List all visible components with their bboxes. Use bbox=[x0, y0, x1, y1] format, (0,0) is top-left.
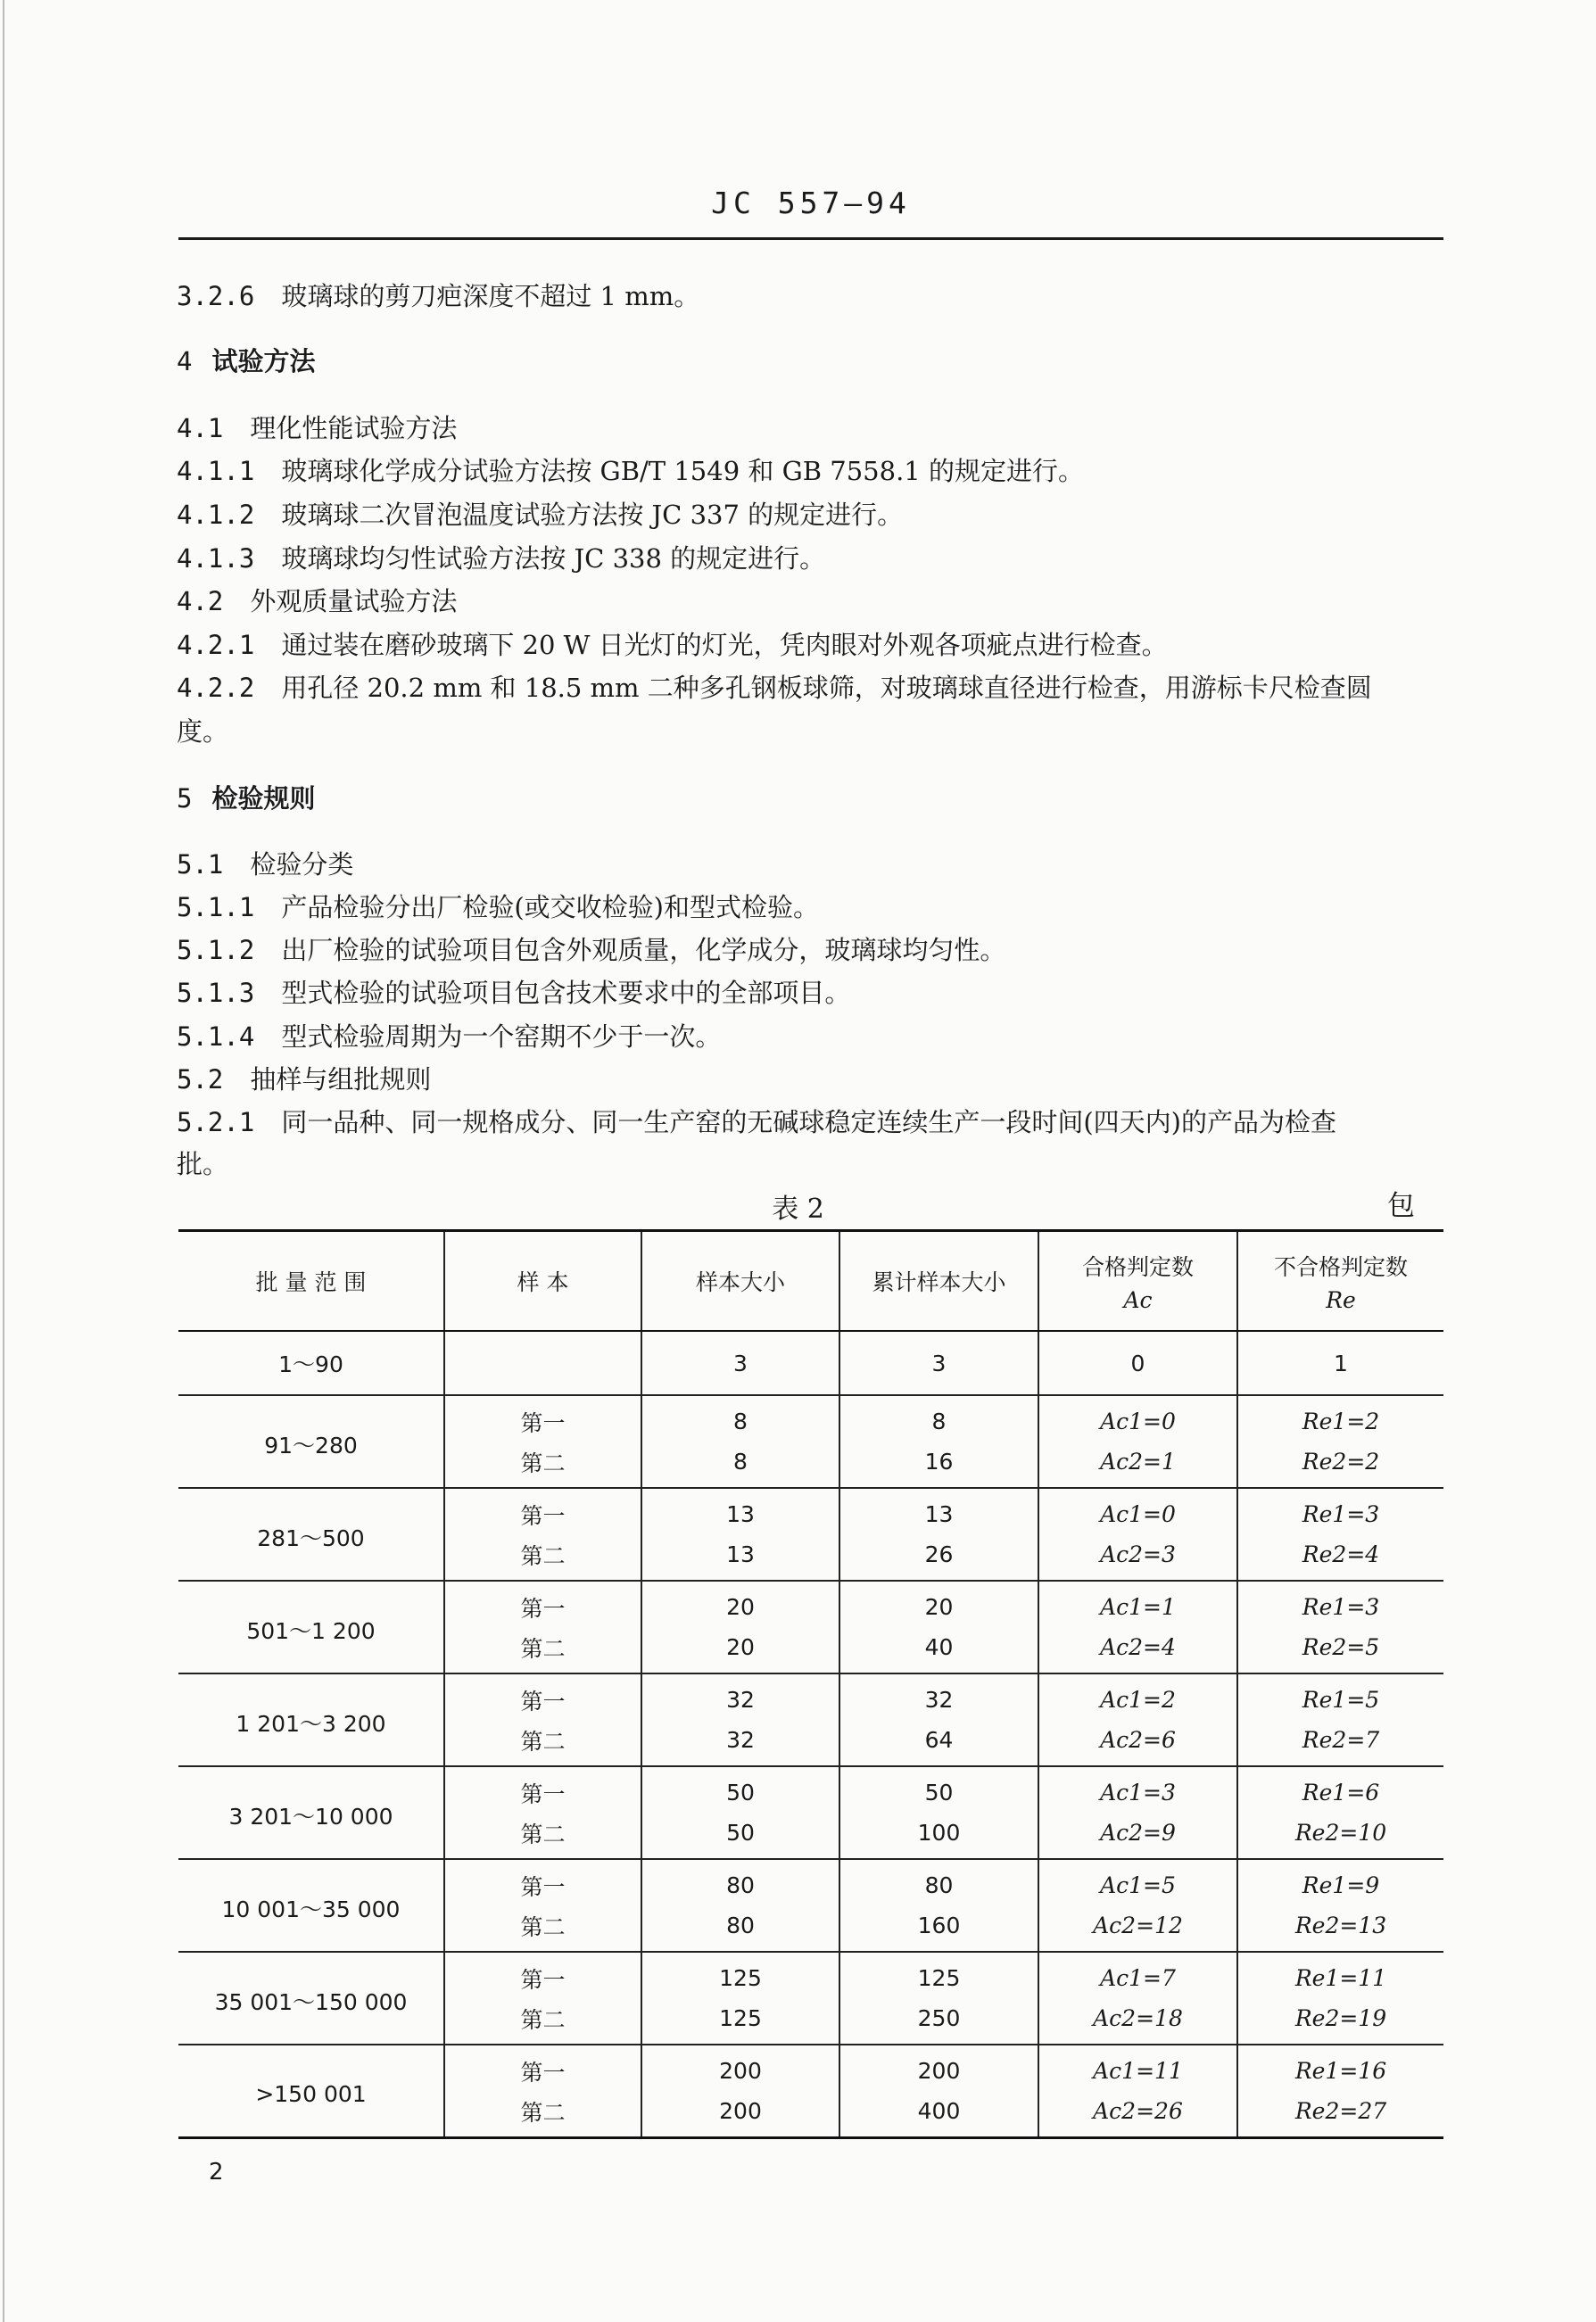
clause-text: 用孔径 20.2 mm 和 18.5 mm 二种多孔钢板球筛，对玻璃球直径进行检查，用游标卡尺检查圆 bbox=[281, 673, 1372, 703]
cell-cumulative: 250 bbox=[839, 1998, 1038, 2045]
cell-accept: Ac1=0 bbox=[1038, 1488, 1237, 1534]
clause-5-1 bbox=[177, 845, 353, 881]
clause-text: 产品检验分出厂检验(或交收检验)和型式检验。 bbox=[281, 892, 819, 922]
cell-size: 80 bbox=[641, 1905, 839, 1952]
table-row bbox=[178, 1395, 1443, 1442]
cell-cumulative: 3 bbox=[839, 1331, 1038, 1395]
header-batch-range: 批 量 范 围 bbox=[178, 1231, 444, 1332]
cell-size: 50 bbox=[641, 1766, 839, 1813]
cell-sample: 第二 bbox=[444, 1627, 641, 1673]
cell-sample: 第二 bbox=[444, 1998, 641, 2045]
clause-text: 玻璃球化学成分试验方法按 GB/T 1549 和 GB 7558.1 的规定进行。 bbox=[281, 456, 1084, 486]
clause-number: 5.1.3 bbox=[177, 978, 255, 1008]
cell-accept: Ac1=5 bbox=[1038, 1859, 1237, 1905]
cell-reject: 1 bbox=[1237, 1331, 1443, 1395]
header-accept-number bbox=[1038, 1231, 1237, 1332]
header-reject-label: 不合格判定数 bbox=[1273, 1253, 1408, 1280]
clause-text: 通过装在磨砂玻璃下 20 W 日光灯的灯光，凭肉眼对外观各项疵点进行检查。 bbox=[281, 630, 1168, 660]
cell-cumulative: 16 bbox=[839, 1442, 1038, 1488]
clause-text: 出厂检验的试验项目包含外观质量，化学成分，玻璃球均匀性。 bbox=[281, 935, 1006, 965]
cell-cumulative: 40 bbox=[839, 1627, 1038, 1673]
cell-sample: 第一 bbox=[444, 1952, 641, 1998]
clause-4-2 bbox=[177, 582, 457, 618]
cell-size: 32 bbox=[641, 1720, 839, 1766]
clause-number: 5.2 bbox=[177, 1064, 224, 1095]
cell-size: 32 bbox=[641, 1673, 839, 1720]
clause-number: 3.2.6 bbox=[177, 281, 255, 311]
cell-range: >150 001 bbox=[178, 2045, 444, 2138]
cell-size: 80 bbox=[641, 1859, 839, 1905]
page-number: 2 bbox=[209, 2159, 224, 2186]
cell-size: 125 bbox=[641, 1952, 839, 1998]
cell-accept: Ac2=3 bbox=[1038, 1534, 1237, 1581]
cell-accept: Ac1=2 bbox=[1038, 1673, 1237, 1720]
cell-accept: Ac1=11 bbox=[1038, 2045, 1237, 2091]
table-row bbox=[178, 1766, 1443, 1813]
cell-accept: Ac2=4 bbox=[1038, 1627, 1237, 1673]
table-row bbox=[178, 1952, 1443, 1998]
cell-sample: 第一 bbox=[444, 1488, 641, 1534]
cell-reject: Re1=2 bbox=[1237, 1395, 1443, 1442]
cell-range: 281～500 bbox=[178, 1488, 444, 1581]
section-5-heading bbox=[177, 779, 315, 815]
clause-4-2-1 bbox=[177, 625, 1168, 662]
cell-cumulative: 80 bbox=[839, 1859, 1038, 1905]
clause-number: 5.1 bbox=[177, 849, 224, 880]
header-reject-number bbox=[1237, 1231, 1443, 1332]
cell-reject: Re1=3 bbox=[1237, 1581, 1443, 1627]
table-caption: 表 2 bbox=[772, 1194, 824, 1225]
clause-text: 玻璃球的剪刀疤深度不超过 1 mm。 bbox=[281, 281, 700, 311]
cell-reject: Re1=3 bbox=[1237, 1488, 1443, 1534]
cell-sample: 第二 bbox=[444, 1720, 641, 1766]
cell-reject: Re1=16 bbox=[1237, 2045, 1443, 2091]
sampling-table bbox=[178, 1229, 1443, 2139]
cell-sample: 第二 bbox=[444, 1905, 641, 1952]
clause-text: 同一品种、同一规格成分、同一生产窑的无碱球稳定连续生产一段时间(四天内)的产品为检查 bbox=[281, 1107, 1336, 1137]
cell-size: 13 bbox=[641, 1488, 839, 1534]
cell-sample: 第一 bbox=[444, 1766, 641, 1813]
clause-4-1-2 bbox=[177, 495, 903, 532]
clause-5-2-1-continuation: 批。 bbox=[177, 1149, 229, 1179]
cell-cumulative: 200 bbox=[839, 2045, 1038, 2091]
clause-5-1-2 bbox=[177, 930, 1005, 967]
cell-reject: Re2=13 bbox=[1237, 1905, 1443, 1952]
cell-sample: 第一 bbox=[444, 1673, 641, 1720]
cell-cumulative: 400 bbox=[839, 2091, 1038, 2138]
cell-range: 1～90 bbox=[178, 1331, 444, 1395]
clause-number: 4.2.2 bbox=[177, 673, 255, 703]
table-row bbox=[178, 1331, 1443, 1395]
clause-number: 4.1.1 bbox=[177, 456, 255, 486]
cell-range: 35 001～150 000 bbox=[178, 1952, 444, 2045]
clause-4-2-2 bbox=[177, 668, 1372, 705]
clause-text: 检验分类 bbox=[250, 849, 354, 880]
cell-cumulative: 32 bbox=[839, 1673, 1038, 1720]
cell-sample: 第二 bbox=[444, 1534, 641, 1581]
cell-accept: Ac1=3 bbox=[1038, 1766, 1237, 1813]
table-header-row bbox=[178, 1231, 1443, 1332]
clause-text: 型式检验周期为一个窑期不少于一次。 bbox=[281, 1021, 722, 1052]
section-4-heading bbox=[177, 342, 315, 378]
clause-number: 4.1 bbox=[177, 413, 224, 443]
cell-accept: Ac2=6 bbox=[1038, 1720, 1237, 1766]
document-header: JC 557—94 bbox=[711, 186, 911, 220]
cell-accept: Ac1=7 bbox=[1038, 1952, 1237, 1998]
cell-sample: 第二 bbox=[444, 1813, 641, 1859]
header-cumulative-size: 累计样本大小 bbox=[839, 1231, 1038, 1332]
table-unit: 包 bbox=[1387, 1190, 1415, 1222]
cell-accept: Ac2=12 bbox=[1038, 1905, 1237, 1952]
cell-sample: 第二 bbox=[444, 2091, 641, 2138]
clause-4-1-1 bbox=[177, 451, 1084, 488]
clause-4-2-2-continuation: 度。 bbox=[177, 716, 229, 747]
cell-accept: Ac1=1 bbox=[1038, 1581, 1237, 1627]
cell-cumulative: 125 bbox=[839, 1952, 1038, 1998]
clause-number: 4.2.1 bbox=[177, 630, 255, 660]
cell-cumulative: 160 bbox=[839, 1905, 1038, 1952]
clause-text: 理化性能试验方法 bbox=[250, 413, 458, 443]
section-number: 4 bbox=[177, 346, 193, 376]
cell-cumulative: 64 bbox=[839, 1720, 1038, 1766]
cell-size: 200 bbox=[641, 2045, 839, 2091]
cell-reject: Re2=19 bbox=[1237, 1998, 1443, 2045]
clause-5-2 bbox=[177, 1060, 431, 1096]
cell-reject: Re2=4 bbox=[1237, 1534, 1443, 1581]
table-row bbox=[178, 1859, 1443, 1905]
cell-accept: Ac2=26 bbox=[1038, 2091, 1237, 2138]
cell-range: 91～280 bbox=[178, 1395, 444, 1488]
section-title: 试验方法 bbox=[211, 346, 316, 376]
cell-accept: 0 bbox=[1038, 1331, 1237, 1395]
clause-text: 外观质量试验方法 bbox=[250, 586, 458, 616]
clause-5-2-1 bbox=[177, 1103, 1336, 1139]
cell-size: 20 bbox=[641, 1627, 839, 1673]
header-reject-symbol: Re bbox=[1326, 1286, 1356, 1313]
section-number: 5 bbox=[177, 783, 193, 814]
clause-4-1 bbox=[177, 409, 457, 445]
clause-number: 4.1.2 bbox=[177, 500, 255, 530]
cell-size: 13 bbox=[641, 1534, 839, 1581]
clause-text: 玻璃球二次冒泡温度试验方法按 JC 337 的规定进行。 bbox=[281, 500, 904, 530]
cell-range: 501～1 200 bbox=[178, 1581, 444, 1673]
clause-text: 型式检验的试验项目包含技术要求中的全部项目。 bbox=[281, 978, 851, 1008]
cell-sample: 第二 bbox=[444, 1442, 641, 1488]
cell-cumulative: 8 bbox=[839, 1395, 1038, 1442]
cell-cumulative: 13 bbox=[839, 1488, 1038, 1534]
cell-size: 200 bbox=[641, 2091, 839, 2138]
cell-cumulative: 100 bbox=[839, 1813, 1038, 1859]
cell-reject: Re1=5 bbox=[1237, 1673, 1443, 1720]
header-accept-symbol: Ac bbox=[1123, 1286, 1153, 1313]
clause-number: 5.2.1 bbox=[177, 1107, 255, 1137]
table-row bbox=[178, 1581, 1443, 1627]
clause-number: 4.1.3 bbox=[177, 543, 255, 574]
cell-size: 8 bbox=[641, 1395, 839, 1442]
clause-5-1-1 bbox=[177, 888, 819, 924]
cell-reject: Re2=27 bbox=[1237, 2091, 1443, 2138]
header-rule bbox=[178, 237, 1443, 240]
cell-size: 20 bbox=[641, 1581, 839, 1627]
clause-number: 5.1.1 bbox=[177, 892, 255, 922]
cell-cumulative: 20 bbox=[839, 1581, 1038, 1627]
cell-accept: Ac2=18 bbox=[1038, 1998, 1237, 2045]
scan-margin-line bbox=[3, 0, 4, 2322]
section-title: 检验规则 bbox=[211, 783, 316, 814]
cell-reject: Re2=2 bbox=[1237, 1442, 1443, 1488]
cell-size: 50 bbox=[641, 1813, 839, 1859]
cell-size: 8 bbox=[641, 1442, 839, 1488]
table-row bbox=[178, 1488, 1443, 1534]
cell-sample bbox=[444, 1331, 641, 1395]
cell-cumulative: 50 bbox=[839, 1766, 1038, 1813]
cell-sample: 第一 bbox=[444, 1859, 641, 1905]
cell-sample: 第一 bbox=[444, 2045, 641, 2091]
clause-number: 5.1.4 bbox=[177, 1021, 255, 1052]
cell-cumulative: 26 bbox=[839, 1534, 1038, 1581]
clause-text: 玻璃球均匀性试验方法按 JC 338 的规定进行。 bbox=[281, 543, 826, 574]
cell-accept: Ac2=9 bbox=[1038, 1813, 1237, 1859]
clause-text: 抽样与组批规则 bbox=[250, 1064, 432, 1095]
cell-reject: Re1=9 bbox=[1237, 1859, 1443, 1905]
cell-reject: Re1=6 bbox=[1237, 1766, 1443, 1813]
clause-5-1-4 bbox=[177, 1017, 721, 1054]
table-row bbox=[178, 1673, 1443, 1720]
clause-5-1-3 bbox=[177, 973, 850, 1010]
cell-accept: Ac1=0 bbox=[1038, 1395, 1237, 1442]
cell-size: 125 bbox=[641, 1998, 839, 2045]
cell-range: 1 201～3 200 bbox=[178, 1673, 444, 1766]
cell-sample: 第一 bbox=[444, 1581, 641, 1627]
header-sample-size: 样本大小 bbox=[641, 1231, 839, 1332]
header-sample: 样 本 bbox=[444, 1231, 641, 1332]
clause-4-1-3 bbox=[177, 539, 825, 575]
header-accept-label: 合格判定数 bbox=[1081, 1253, 1194, 1280]
cell-size: 3 bbox=[641, 1331, 839, 1395]
cell-accept: Ac2=1 bbox=[1038, 1442, 1237, 1488]
cell-reject: Re2=10 bbox=[1237, 1813, 1443, 1859]
clause-3-2-6 bbox=[177, 277, 699, 313]
cell-range: 3 201～10 000 bbox=[178, 1766, 444, 1859]
cell-reject: Re1=11 bbox=[1237, 1952, 1443, 1998]
cell-range: 10 001～35 000 bbox=[178, 1859, 444, 1952]
cell-reject: Re2=5 bbox=[1237, 1627, 1443, 1673]
cell-reject: Re2=7 bbox=[1237, 1720, 1443, 1766]
clause-number: 5.1.2 bbox=[177, 935, 255, 965]
clause-number: 4.2 bbox=[177, 586, 224, 616]
table-row bbox=[178, 2045, 1443, 2091]
cell-sample: 第一 bbox=[444, 1395, 641, 1442]
